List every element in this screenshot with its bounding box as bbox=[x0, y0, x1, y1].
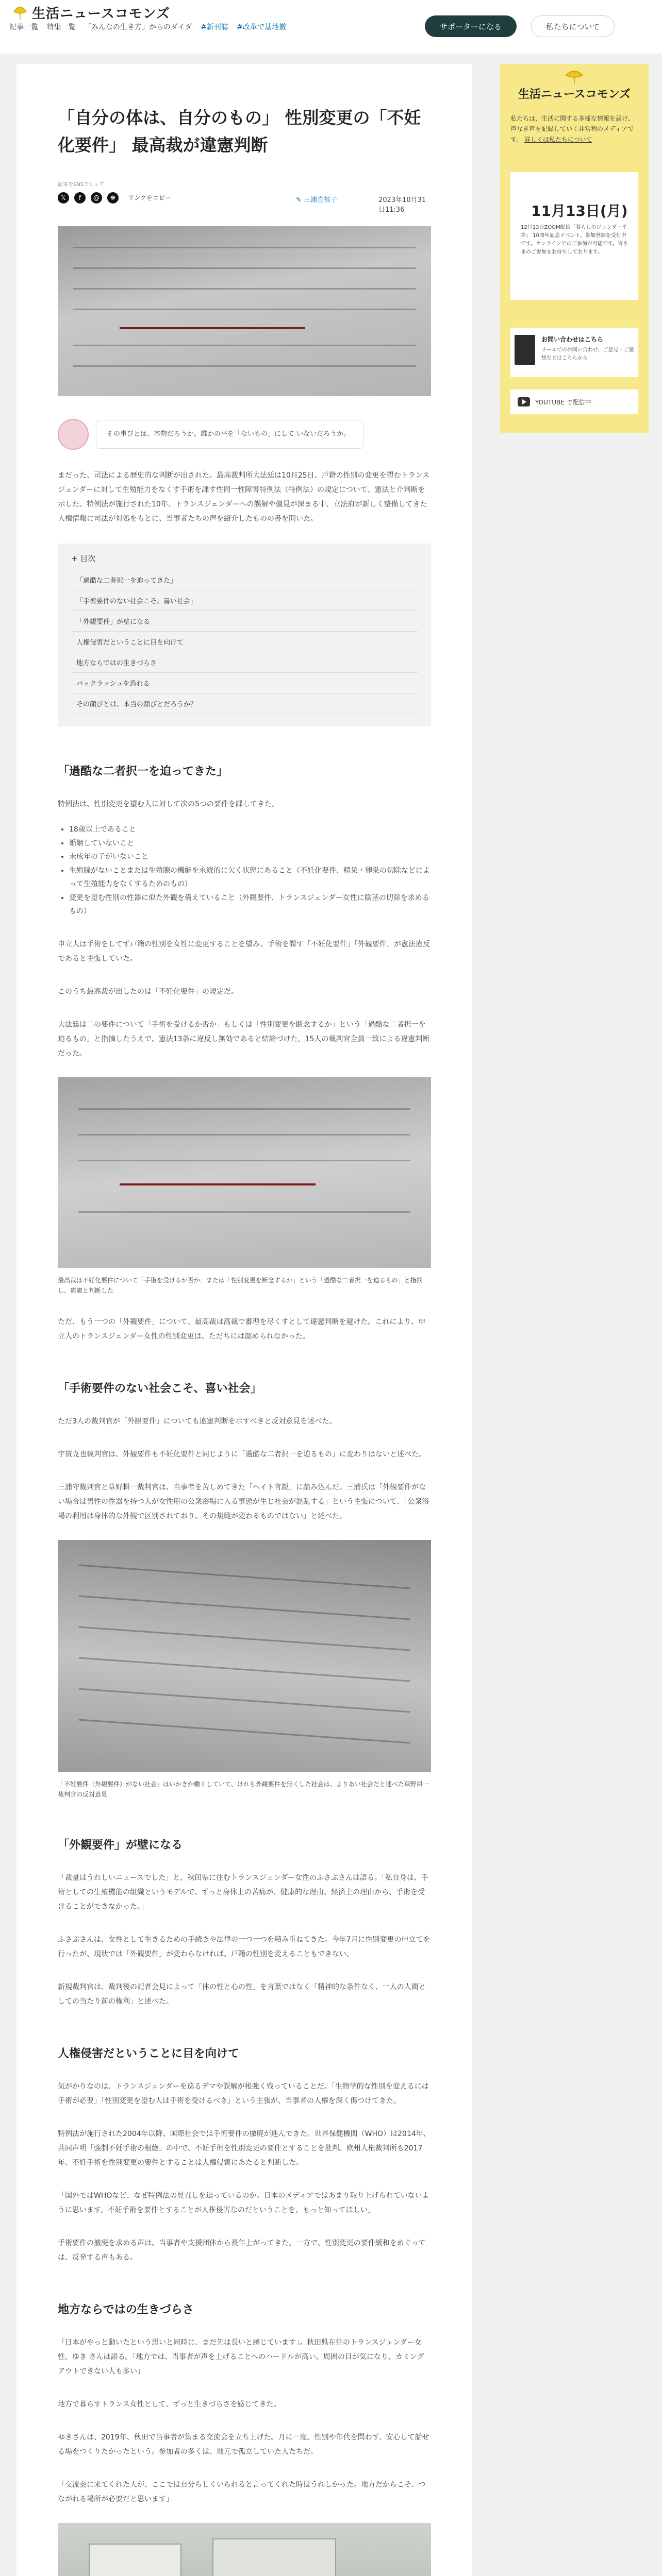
share-label: 記事をSNSでシェア bbox=[58, 181, 104, 188]
toc-item[interactable]: 「過酷な二者択一を迫ってきた」 bbox=[71, 570, 418, 590]
paragraph: 三浦守裁判官と草野耕一裁判官は、当事者を苦しめてきた「ヘイト言説」に踏み込んだ。三浦氏は「外観要件がない場合は男性の性器を持つ人が女性用の公衆浴場に入る事態が生じ社会が混乱する」という主張について、「公衆浴場の利用は身体的な外観で区別されており、その規範が変わるものではない」と述べた。 bbox=[58, 1483, 429, 1520]
note-avatar bbox=[58, 419, 89, 450]
table-of-contents bbox=[58, 544, 431, 726]
toc-item[interactable]: 「外観要件」が壁になる bbox=[71, 611, 418, 632]
youtube-text: YOUTUBE で配信中 bbox=[535, 398, 591, 406]
toc-item[interactable]: 人権侵害だということに目を向けて bbox=[71, 632, 418, 652]
about-link[interactable]: 詳しくは私たちについて bbox=[524, 135, 592, 143]
contact-title: お問い合わせはこちら bbox=[541, 336, 604, 343]
paragraph: 「国外ではWHOなど、なぜ特例法の見直しを迫っているのか。日本のメディアではあまり取り上げられていないように思います。不妊手術を要件とすることが人権侵害なのだということを、もっと知ってほしい」 bbox=[58, 2191, 429, 2214]
share-icons bbox=[58, 192, 171, 204]
become-supporter-button[interactable]: サポーターになる bbox=[425, 15, 517, 37]
toc-item[interactable]: 地方ならではの生きづらさ bbox=[71, 652, 418, 673]
event-card[interactable] bbox=[510, 172, 638, 300]
main-nav bbox=[9, 22, 292, 32]
youtube-link[interactable] bbox=[510, 389, 638, 414]
paragraph: ただ、もう一つの「外観要件」について、最高裁は高裁で審理を尽くすとして違憲判断を避けた。これにより、申立人のトランスジェンダー女性の性別変更は、ただちには認められなかった。 bbox=[58, 1317, 426, 1341]
lead-paragraph: まだった、司法による歴史的な判断が出された。最高裁判所大法廷は10月25日、戸籍の性別の変更を望むトランスジェンダーに対して生殖能力をなくす手術を課す性同一性障害特例法（特例法）の規定について、憲法と介判断を示した。特例法が施行された10年、トランスジェンダーへの誤解や偏見が深まる中、立法府が新しく整備してきた人権情報に司法が対処をもとに、当事者たちの声を紹介したものの書を開いた。 bbox=[58, 471, 430, 523]
paragraph: 新規裁判官は、裁判後の記者会見によって「体の性と心の性」を言葉ではなく「精神的な条件なく、一人の人間としての当たり前の権利」と述べた。 bbox=[58, 1982, 426, 2006]
nav-tag-2[interactable]: #改革で基地撤 bbox=[237, 23, 287, 31]
paragraph: 手術要件の撤廃を求める声は、当事者や支援団体から長年上がってきた。一方で、性別変更の要件緩和をめぐっては、反発する声もある。 bbox=[58, 2239, 426, 2262]
copy-link-button[interactable]: リンクをコピー bbox=[128, 194, 171, 202]
note-bubble: その事びとは、本物だろうか。誰かの平を「ないもの」にして いないだろうか。 bbox=[96, 420, 364, 449]
author-note bbox=[58, 419, 431, 450]
section-heading: 人権侵害だということに目を向けて bbox=[58, 2047, 240, 2060]
list-item: • 18歳以上であること bbox=[69, 823, 431, 837]
paragraph: 「裁量はうれしいニュースでした」と、秋田県に住むトランスジェンダー女性のふさぶさんは語る。「私自身は、手術としての生殖機能の組織というモデルで、ずっと身体上の苦痛が、健康的な理由、経済上の理由から、手術を受けることができなかった。」 bbox=[58, 1873, 429, 1911]
article-title: 「自分の体は、自分のもの」 性別変更の「不妊化要件」 最高裁が違憲判断 bbox=[58, 108, 421, 156]
section-heading: 地方ならではの生きづらさ bbox=[58, 2303, 194, 2316]
site-header bbox=[0, 0, 662, 54]
about-us-button[interactable]: 私たちについて bbox=[531, 15, 615, 37]
sidebar-description: 私たちは、生活に関する多様な情報を届け、声なき声を記録していく非営利のメディアです。 詳しくは私たちについて bbox=[510, 115, 634, 143]
paragraph: 気がかりなのは、トランスジェンダーを巡るデマや誤解が根強く残っていることだ。「生物学的な性別を変えるには手術が必要」「性別変更を望む人は手術を受けるべき」という主張が、当事者の人権を深く傷つけてきた。 bbox=[58, 2082, 429, 2105]
paragraph: 地方で暮らすトランス女性として、ずっと生きづらさを感じてきた。 bbox=[58, 2400, 281, 2409]
requirements-list bbox=[58, 823, 431, 919]
site-logo-text[interactable]: 生活ニュースコモンズ bbox=[32, 6, 170, 22]
list-item: • 未成年の子がいないこと bbox=[69, 850, 431, 864]
youtube-icon bbox=[518, 397, 530, 406]
publish-date: 2023年10月31日11:36 bbox=[378, 196, 426, 214]
paragraph: このうち最高裁が出したのは「不妊化要件」の規定だ。 bbox=[58, 988, 238, 996]
x-share-icon[interactable]: 𝕏 bbox=[58, 192, 69, 204]
nav-tag-1[interactable]: #新刊誌 bbox=[201, 23, 228, 31]
paragraph: 特例法は、性別変更を望む人に対して次の5つの要件を課してきた。 bbox=[58, 800, 279, 808]
dissent-document-image bbox=[58, 1540, 431, 1772]
mailbox-icon bbox=[515, 335, 535, 365]
article-card bbox=[16, 64, 472, 2576]
image-caption: 「不妊要件（外観要件）がない社会」はいかきか働くしていて、けれも外観要件を無くした社会は、よりあい社会だと述べた草野耕一裁判官の反対意見 bbox=[58, 1780, 429, 1799]
section-heading: 「過酷な二者択一を迫ってきた」 bbox=[58, 765, 228, 778]
event-text: 12月13日ZOOM配信「暮らしのジェンダー平等」 10周年記念イベント。参加登録を受付中です。オンラインでのご参加が可能です。皆さまのご参加をお待ちしております。 bbox=[521, 225, 628, 255]
ruling-document-image bbox=[58, 1077, 431, 1268]
paragraph: 「交流会に来てくれた人が、ここでは自分らしくいられると言ってくれた時はうれしかった。地方だからこそ、つながれる場所が必要だと思います」 bbox=[58, 2480, 426, 2503]
article-meta bbox=[58, 180, 431, 212]
paragraph: ふさぶさんは、女性として生きるための手続きや法律の一つ一つを積み重ねてきた。今年7月に性別変更の申立てを行ったが、現状では「外観要件」が変わらなければ、戸籍の性別を変えることもできない。 bbox=[58, 1935, 431, 1958]
list-item: • 婚姻していないこと bbox=[69, 837, 431, 851]
paragraph: ゆきさんは、2019年、秋田で当事者が集まる交流会を立ち上げた。月に一度、性別や年代を問わず、安心して話せる場をつくりたかったという。参加者の多くは、地元で孤立していた人たちだ。 bbox=[58, 2433, 429, 2456]
threads-share-icon[interactable]: @ bbox=[91, 192, 102, 204]
nav-articles[interactable]: 記事一覧 bbox=[9, 23, 38, 31]
facebook-share-icon[interactable]: f bbox=[74, 192, 86, 204]
event-date: 11月13日(月) bbox=[531, 202, 628, 219]
nav-lifestyles[interactable]: 「みんなの生き方」からのダイダ bbox=[84, 23, 192, 31]
toc-heading: + 目次 bbox=[71, 553, 96, 563]
section-heading: 「外観要件」が壁になる bbox=[58, 1838, 183, 1852]
paragraph: 宇賀克也裁判官は、外観要件も不妊化要件と同じように「過酷な二者択一を迫るもの」に変わりはないと述べた。 bbox=[58, 1450, 426, 1459]
nav-features[interactable]: 特集一覧 bbox=[46, 23, 76, 31]
paragraph: 特例法が施行された2004年以降、国際社会では手術要件の撤廃が進んできた。世界保健機関（WHO）は2014年、共同声明「強制不妊手術の根絶」の中で、不妊手術を性別変更の要件とすることを批判。欧州人権裁判所も2017年、不妊手術を性別変更の要件とすることは人権侵害にあたると判断した。 bbox=[58, 2129, 431, 2167]
paragraph: 「日本がやっと動いたという思いと同時に、まだ先は長いと感じています」。秋田県在住のトランスジェンダー女性、ゆき さんは語る。「地方では、当事者が声を上げることへのハードルが高い。周囲の目が気になり、カミングアウトできない人も多い」 bbox=[58, 2338, 424, 2376]
hero-image bbox=[58, 226, 431, 396]
author-link[interactable]: ✎ 三浦直郁子 bbox=[296, 196, 338, 204]
paragraph: ただ3人の裁判官が「外観要件」についても違憲判断を示すべきと反対意見を述べた。 bbox=[58, 1417, 337, 1426]
list-item: • 変更を望む性別の性器に似た外観を備えていること（外観要件、トランスジェンダー女性に陰茎の切除を求めるもの） bbox=[69, 891, 431, 919]
image-caption: 最高裁は不妊化要件について「手術を受けるか否か」または「性別変更を断念するか」という「過酷な二者択一を迫るもの」と指摘し、違憲と判断した bbox=[58, 1277, 423, 1295]
author-name[interactable]: 三浦直郁子 bbox=[304, 196, 338, 204]
bluesky-share-icon[interactable]: ❋ bbox=[107, 192, 119, 204]
toc-item[interactable]: その顔びとは、本当の顔びとだろうか？ bbox=[71, 693, 418, 714]
paragraph: 申立人は手術をしてず戸籍の性別を女性に変更することを望み、手術を課す「不妊化要件」「外観要件」が憲法違反であると主張していた。 bbox=[58, 940, 430, 963]
ginkgo-logo-icon[interactable] bbox=[11, 4, 29, 22]
meetup-photo bbox=[58, 2523, 431, 2576]
paragraph: 大法廷は二の要件について「手術を受けるか否か」もしくは「性別変更を断念するか」という「過酷な二者択一を迫るもの」と指摘したうえで、憲法13条に違反し無効であると結論づけた。15人の裁判官全員一致による違憲判断だった。 bbox=[58, 1021, 430, 1058]
sidebar bbox=[500, 64, 649, 433]
contact-text: メールでのお問い合わせ、ご意見・ご感想などはこちらから bbox=[541, 347, 634, 361]
ginkgo-logo-icon bbox=[564, 69, 585, 84]
sidebar-title: 生活ニュースコモンズ bbox=[518, 88, 631, 101]
toc-item[interactable]: バックラッシュを恐れる bbox=[71, 673, 418, 693]
section-heading: 「手術要件のない社会こそ、喜い社会」 bbox=[58, 1382, 262, 1395]
list-item: • 生殖腺がないことまたは生殖腺の機能を永続的に欠く状態にあること（不妊化要件、精巣・卵巣の切除などによって生殖能力をなくするためのもの） bbox=[69, 864, 431, 891]
contact-card[interactable] bbox=[510, 328, 638, 377]
toc-item[interactable]: 「手術要件のない社会こそ、喜い社会」 bbox=[71, 590, 418, 611]
